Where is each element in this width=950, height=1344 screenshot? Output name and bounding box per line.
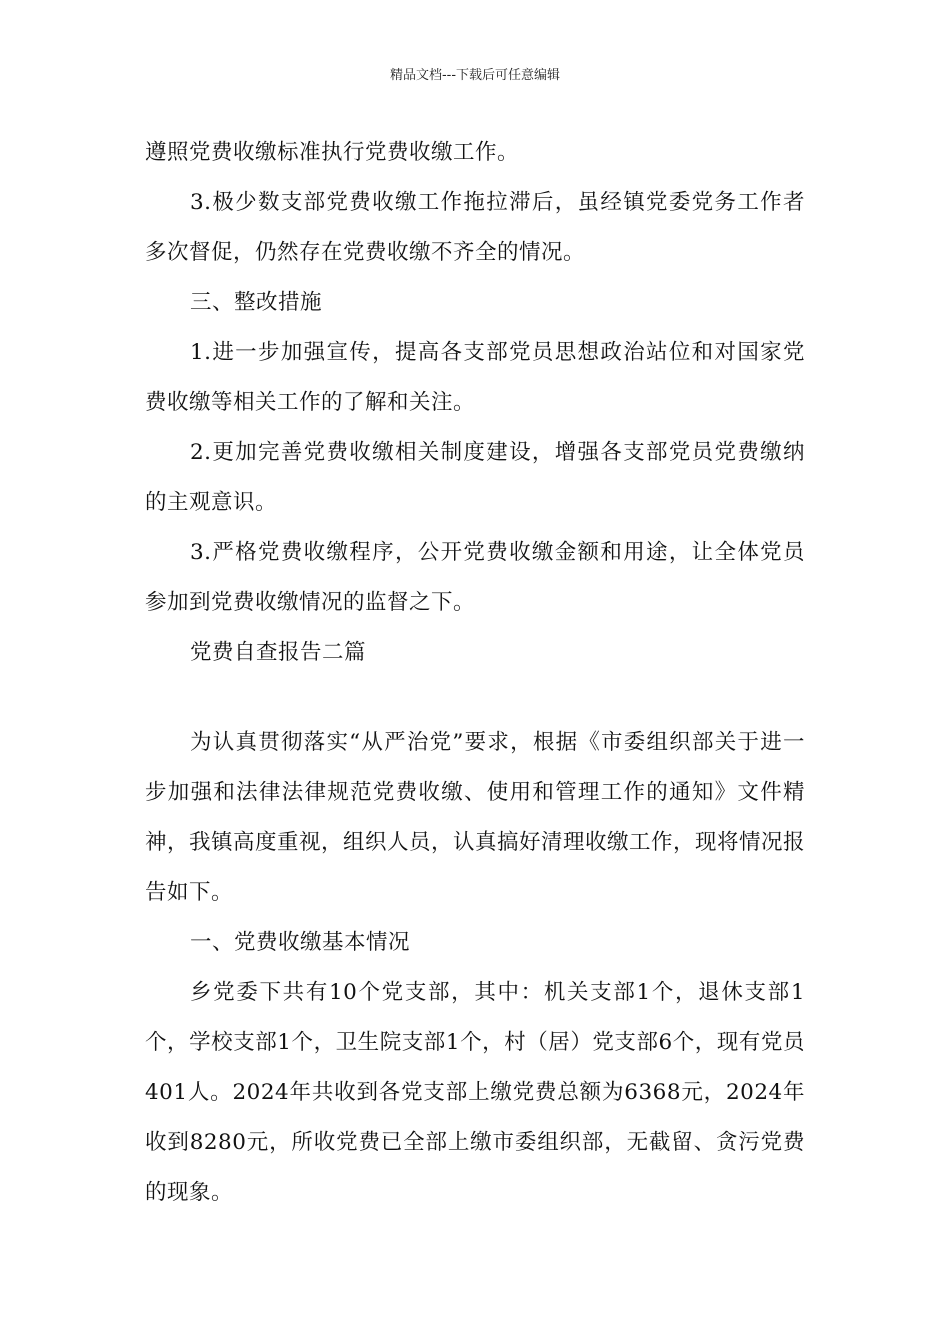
document-body bbox=[145, 128, 805, 1218]
paragraph-measure-1: 1.进一步加强宣传，提高各支部党员思想政治站位和对国家党费收缴等相关工作的了解和关注。 bbox=[145, 340, 805, 415]
page-header: 精品文档---下载后可任意编辑 bbox=[389, 68, 561, 83]
section-heading-basic-situation: 一、党费收缴基本情况 bbox=[190, 930, 411, 955]
blank-gap bbox=[145, 678, 805, 718]
paragraph-measure-3: 3.严格党费收缴程序，公开党费收缴金额和用途，让全体党员参加到党费收缴情况的监督之下。 bbox=[145, 540, 805, 615]
document-subtitle: 党费自查报告二篇 bbox=[190, 640, 367, 665]
paragraph-measure-2: 2.更加完善党费收缴相关制度建设，增强各支部党员党费缴纳的主观意识。 bbox=[145, 440, 805, 515]
paragraph-continuation: 遵照党费收缴标准执行党费收缴工作。 bbox=[145, 140, 520, 165]
paragraph-intro: 为认真贯彻落实“从严治党”要求，根据《市委组织部关于进一步加强和法律法律规范党费收缴、使用和管理工作的通知》文件精神，我镇高度重视，组织人员，认真搞好清理收缴工作，现将情况报告如下。 bbox=[145, 730, 806, 905]
paragraph-item-3-lagging: 3.极少数支部党费收缴工作拖拉滞后，虽经镇党委党务工作者多次督促，仍然存在党费收缴不齐全的情况。 bbox=[145, 190, 805, 265]
section-heading-rectification: 三、整改措施 bbox=[190, 290, 323, 315]
paragraph-branch-statistics: 乡党委下共有10个党支部，其中：机关支部1个，退休支部1个，学校支部1个，卫生院支部1个，村（居）党支部6个，现有党员401人。2024年共收到各党支部上缴党费总额为6368元，2024年收到8280元，所收党费已全部上缴市委组织部，无截留、贪污党费的现象。 bbox=[145, 980, 805, 1205]
